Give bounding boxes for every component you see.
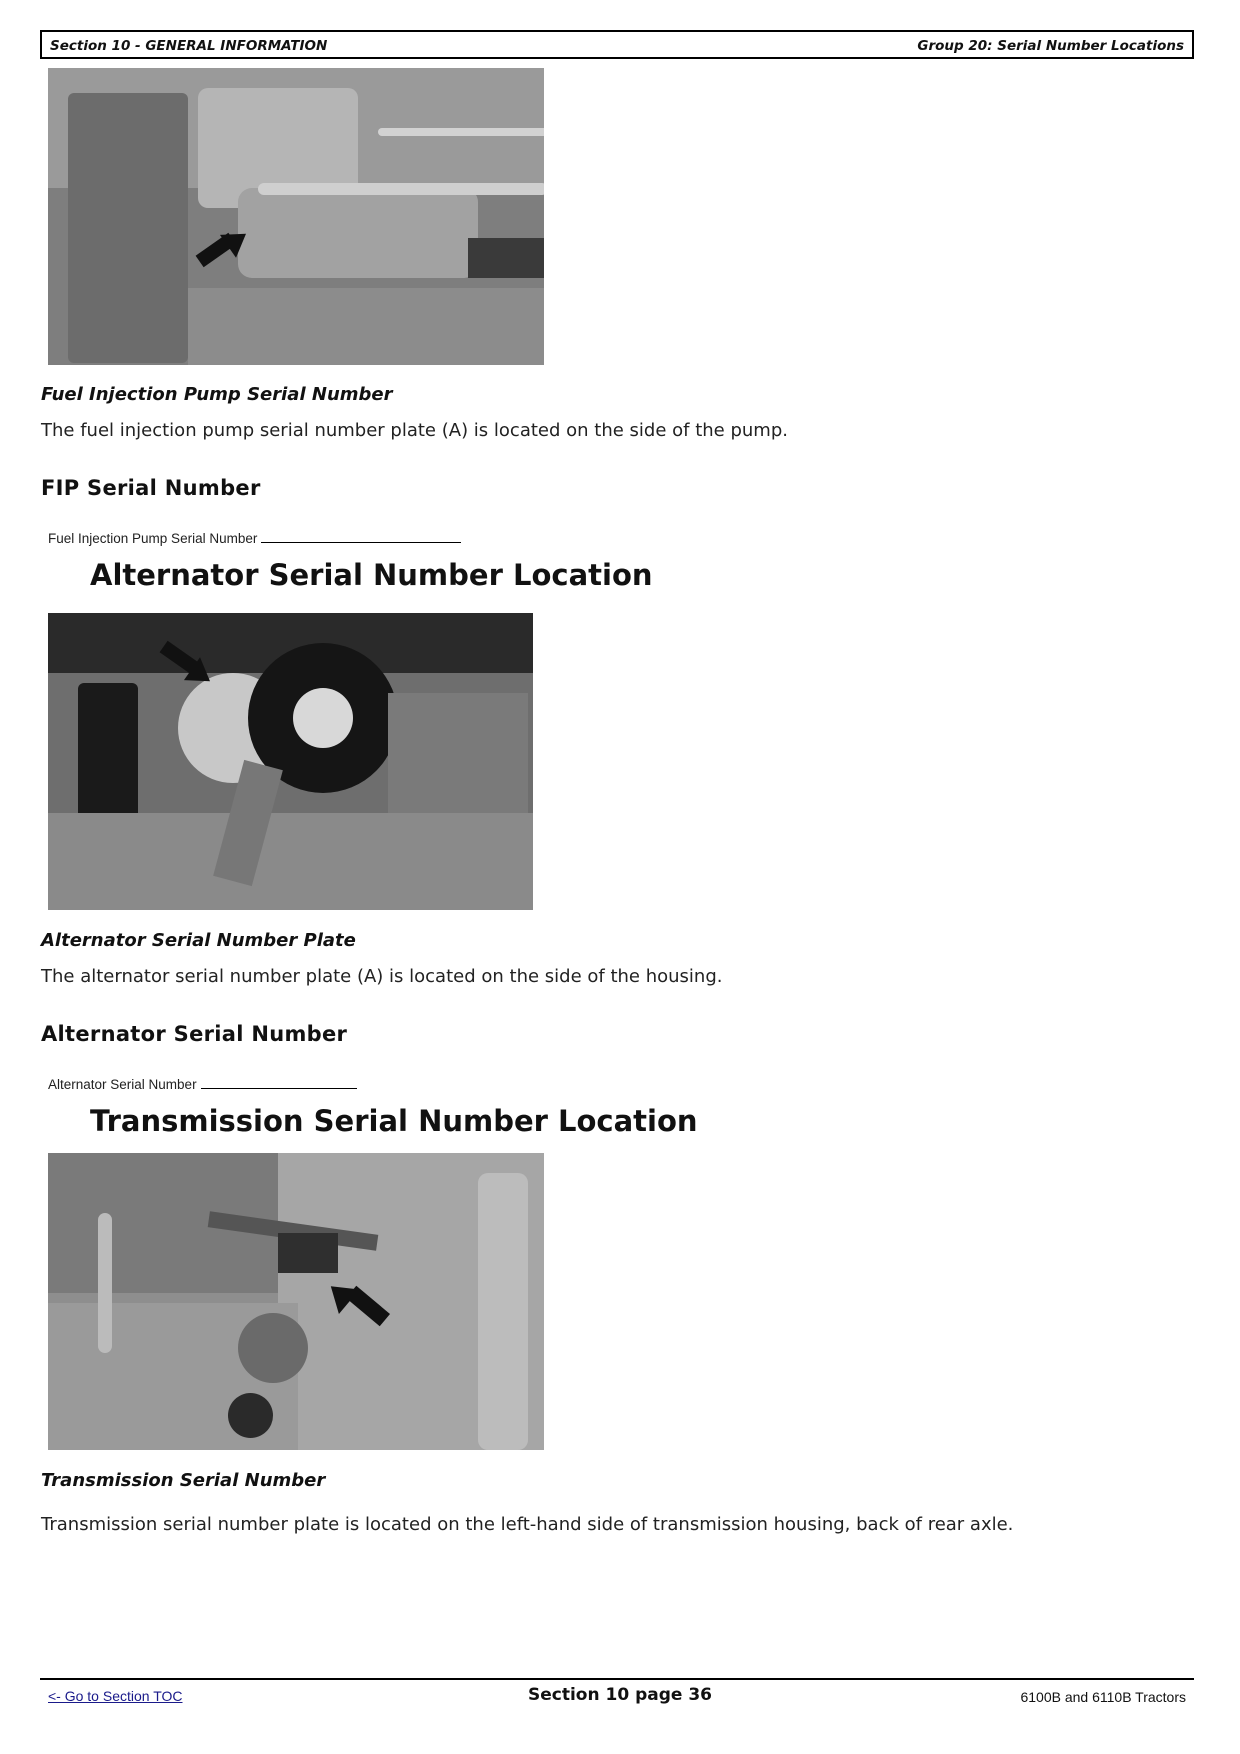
alternator-photo bbox=[48, 613, 533, 910]
fip-subheading: FIP Serial Number bbox=[41, 476, 261, 500]
alternator-serial-blank[interactable] bbox=[201, 1076, 357, 1089]
group-label: Group 20: Serial Number Locations bbox=[917, 38, 1184, 54]
alternator-description: The alternator serial number plate (A) is located on the side of the housing. bbox=[41, 966, 723, 987]
alternator-field-label: Alternator Serial Number bbox=[48, 1077, 197, 1092]
fip-caption: Fuel Injection Pump Serial Number bbox=[41, 384, 393, 405]
transmission-description: Transmission serial number plate is located on the left-hand side of transmission housing, back of rear axle. bbox=[41, 1514, 1014, 1535]
header-divider bbox=[40, 57, 1194, 59]
transmission-title: Transmission Serial Number Location bbox=[90, 1104, 698, 1138]
page-number: Section 10 page 36 bbox=[528, 1685, 712, 1705]
fip-serial-blank[interactable] bbox=[261, 530, 461, 543]
section-label: Section 10 - GENERAL INFORMATION bbox=[50, 38, 328, 54]
footer-divider bbox=[40, 1678, 1194, 1680]
transmission-caption: Transmission Serial Number bbox=[41, 1470, 326, 1491]
alternator-serial-field[interactable] bbox=[48, 1076, 357, 1092]
section-toc-link[interactable]: <- Go to Section TOC bbox=[48, 1688, 183, 1704]
transmission-photo bbox=[48, 1153, 544, 1450]
fip-description: The fuel injection pump serial number plate (A) is located on the side of the pump. bbox=[41, 420, 788, 441]
alternator-title: Alternator Serial Number Location bbox=[90, 558, 653, 592]
page-header bbox=[40, 30, 1194, 58]
product-name: 6100B and 6110B Tractors bbox=[1020, 1689, 1186, 1705]
alternator-subheading: Alternator Serial Number bbox=[41, 1022, 348, 1046]
fip-field-label: Fuel Injection Pump Serial Number bbox=[48, 531, 258, 546]
alternator-caption: Alternator Serial Number Plate bbox=[41, 930, 356, 951]
fip-serial-field[interactable] bbox=[48, 530, 461, 546]
fuel-injection-pump-photo bbox=[48, 68, 544, 365]
